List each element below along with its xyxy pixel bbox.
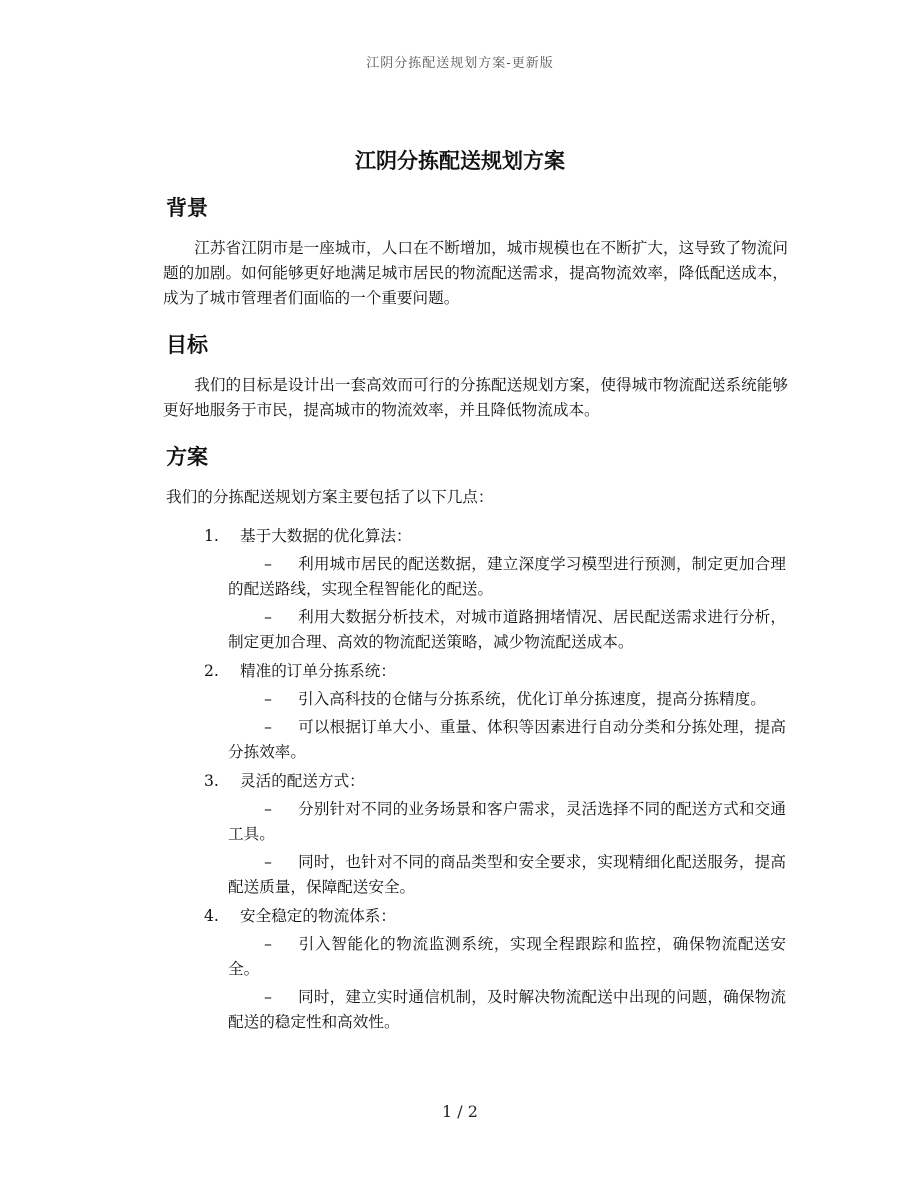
section-heading-goal: 目标 bbox=[166, 333, 208, 357]
section-background bbox=[163, 190, 788, 311]
plan-item-label: 基于大数据的优化算法： bbox=[240, 527, 412, 545]
dash-bullet: – bbox=[264, 555, 272, 573]
section-heading-plan: 方案 bbox=[166, 445, 208, 469]
plan-subitem-text: 可以根据订单大小、重量、体积等因素进行自动分类和分拣处理，提高分拣效率。 bbox=[228, 718, 786, 761]
dash-bullet: – bbox=[264, 690, 272, 708]
plan-item-number: 2. bbox=[204, 662, 219, 680]
document-title: 江阴分拣配送规划方案 bbox=[355, 149, 565, 173]
plan-item bbox=[166, 659, 788, 765]
plan-item-label: 安全稳定的物流体系： bbox=[240, 907, 396, 925]
page-number: 1 / 2 bbox=[442, 1102, 478, 1121]
plan-item-number: 1. bbox=[204, 527, 219, 545]
goal-paragraph: 我们的目标是设计出一套高效而可行的分拣配送规划方案，使得城市物流配送系统能够更好地服务于市民，提高城市的物流效率，并且降低物流成本。 bbox=[163, 376, 788, 419]
plan-subitem-text: 引入高科技的仓储与分拣系统，优化订单分拣速度，提高分拣精度。 bbox=[298, 690, 766, 708]
plan-list bbox=[166, 524, 788, 1035]
background-paragraph: 江苏省江阴市是一座城市，人口在不断增加，城市规模也在不断扩大，这导致了物流问题的加剧。如何能够更好地满足城市居民的物流配送需求，提高物流效率，降低配送成本，成为了城市管理者们面临的一个重要问题。 bbox=[163, 239, 788, 307]
dash-bullet: – bbox=[264, 800, 272, 818]
plan-intro: 我们的分拣配送规划方案主要包括了以下几点： bbox=[166, 488, 494, 506]
section-goal bbox=[163, 327, 788, 423]
plan-subitem bbox=[228, 985, 786, 1035]
plan-subitem-text: 同时，也针对不同的商品类型和安全要求，实现精细化配送服务，提高配送质量，保障配送安全。 bbox=[228, 853, 786, 896]
plan-subitem bbox=[228, 605, 786, 655]
plan-subitem-text: 分别针对不同的业务场景和客户需求，灵活选择不同的配送方式和交通工具。 bbox=[228, 800, 786, 843]
plan-item-number: 3. bbox=[204, 772, 219, 790]
plan-item bbox=[166, 769, 788, 900]
plan-subitem-text: 引入智能化的物流监测系统，实现全程跟踪和监控，确保物流配送安全。 bbox=[228, 935, 786, 978]
plan-subitem-text: 同时，建立实时通信机制，及时解决物流配送中出现的问题，确保物流配送的稳定性和高效性。 bbox=[228, 988, 786, 1031]
plan-item bbox=[166, 524, 788, 655]
section-heading-background: 背景 bbox=[166, 196, 208, 220]
dash-bullet: – bbox=[264, 718, 272, 736]
dash-bullet: – bbox=[264, 608, 272, 626]
plan-subitem bbox=[228, 850, 786, 900]
page-header: 江阴分拣配送规划方案-更新版 bbox=[366, 56, 554, 71]
plan-subitem bbox=[228, 552, 786, 602]
plan-subitem bbox=[228, 687, 786, 712]
plan-subitem-text: 利用城市居民的配送数据，建立深度学习模型进行预测，制定更加合理的配送路线，实现全程智能化的配送。 bbox=[228, 555, 786, 598]
document-body bbox=[163, 190, 788, 1039]
dash-bullet: – bbox=[264, 988, 272, 1006]
plan-item bbox=[166, 904, 788, 1035]
section-plan bbox=[166, 439, 788, 1035]
plan-subitem-text: 利用大数据分析技术，对城市道路拥堵情况、居民配送需求进行分析，制定更加合理、高效的物流配送策略，减少物流配送成本。 bbox=[228, 608, 786, 651]
plan-subitem bbox=[228, 715, 786, 765]
plan-item-label: 灵活的配送方式： bbox=[240, 772, 365, 790]
plan-subitem bbox=[228, 797, 786, 847]
dash-bullet: – bbox=[264, 853, 272, 871]
plan-item-number: 4. bbox=[204, 907, 219, 925]
dash-bullet: – bbox=[264, 935, 272, 953]
plan-item-label: 精准的订单分拣系统： bbox=[240, 662, 396, 680]
plan-subitem bbox=[228, 932, 786, 982]
